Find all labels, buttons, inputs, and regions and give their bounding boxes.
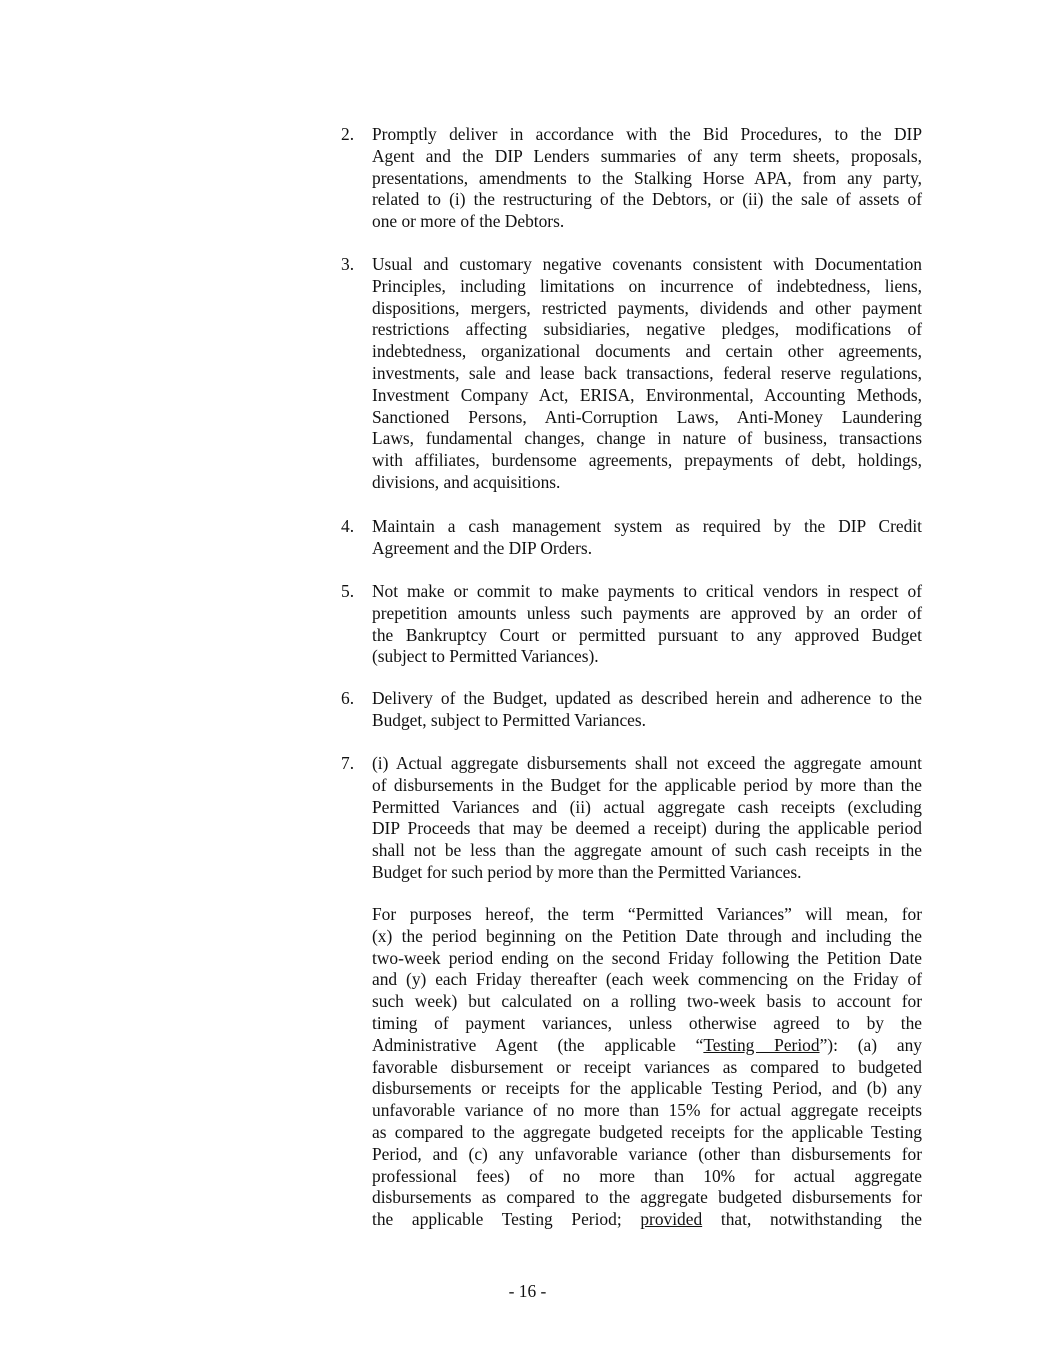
underlined-term: provided [640, 1209, 703, 1230]
text-line: Agreement and the DIP Orders. [372, 537, 593, 558]
text-line: Promptly deliver in accordance with the Bid Procedures, to the DIP [372, 124, 922, 144]
list-item-number: 5. [341, 581, 355, 601]
list-item-text [372, 254, 922, 494]
text-line: (subject to Permitted Variances). [372, 646, 599, 667]
text-line: indebtedness, organizational documents and certain other agreements, [372, 341, 922, 362]
text-line: DIP Proceeds that may be deemed a receipt) during the applicable period [372, 818, 922, 839]
page-number: - 16 - [508, 1281, 547, 1301]
list-item-text [372, 124, 922, 233]
list-item-text [372, 688, 922, 732]
text-line: Sanctioned Persons, Anti-Corruption Laws, Anti-Money Laundering [372, 406, 922, 427]
list-item-number: 7. [341, 753, 355, 773]
list-item-number: 3. [341, 254, 355, 274]
text-line: as compared to the aggregate budgeted receipts for the applicable Testing [372, 1121, 922, 1142]
list-item-text [372, 516, 922, 560]
text-line: dispositions, mergers, restricted payments, dividends and other payment [372, 297, 922, 318]
text-line: Agent and the DIP Lenders summaries of any term sheets, proposals, [372, 145, 922, 166]
text-line: related to (i) the restructuring of the Debtors, or (ii) the sale of assets of [372, 189, 922, 210]
list-item-number: 6. [341, 688, 355, 708]
text-line: restrictions affecting subsidiaries, negative pledges, modifications of [372, 319, 922, 340]
text-line: Budget, subject to Permitted Variances. [372, 709, 647, 730]
text-line: Principles, including limitations on incurrence of indebtedness, liens, [372, 275, 922, 296]
text-line: shall not be less than the aggregate amount of such cash receipts in the [372, 840, 922, 861]
text-line: Budget for such period by more than the Permitted Variances. [372, 861, 802, 882]
text-line: disbursements as compared to the aggregate budgeted disbursements for [372, 1187, 922, 1208]
list-item-text [372, 753, 922, 884]
text-line: Usual and customary negative covenants consistent with Documentation [372, 254, 922, 274]
text-line: unfavorable variance of no more than 15% for actual aggregate receipts [372, 1100, 922, 1121]
text-line: Investment Company Act, ERISA, Environmental, Accounting Methods, [372, 384, 922, 405]
text-line: Not make or commit to make payments to critical vendors in respect of [372, 581, 922, 601]
text-line: timing of payment variances, unless otherwise agreed to by the [372, 1012, 922, 1033]
text-line: Delivery of the Budget, updated as described herein and adherence to the [372, 688, 922, 708]
text-line: investments, sale and lease back transactions, federal reserve regulations, [372, 362, 922, 383]
text-line: such week) but calculated on a rolling two-week basis to account for [372, 991, 922, 1012]
text-line: professional fees) of no more than 10% for actual aggregate [372, 1165, 922, 1186]
text-line: disbursements or receipts for the applicable Testing Period, and (b) any [372, 1078, 922, 1099]
text-line: the Bankruptcy Court or permitted pursuant to any approved Budget [372, 624, 922, 645]
text-line: favorable disbursement or receipt variances as compared to budgeted [372, 1056, 922, 1077]
text-line: prepetition amounts unless such payments are approved by an order of [372, 602, 922, 623]
list-item-number: 2. [341, 124, 355, 144]
text-line: of disbursements in the Budget for the applicable period by more than the [372, 774, 922, 795]
text-line: For purposes hereof, the term “Permitted Variances” will mean, for [372, 904, 922, 924]
paragraph-text [372, 904, 922, 1231]
text-line: Period, and (c) any unfavorable variance (other than disbursements for [372, 1143, 922, 1164]
text-line: the applicable Testing Period; provided that, notwithstanding the [372, 1209, 922, 1230]
text-line: (i) Actual aggregate disbursements shall not exceed the aggregate amount [372, 753, 922, 773]
text-line: two-week period ending on the second Friday following the Petition Date [372, 947, 922, 968]
text-line: divisions, and acquisitions. [372, 471, 561, 492]
text-line: Laws, fundamental changes, change in nature of business, transactions [372, 428, 922, 449]
text-line: and (y) each Friday thereafter (each week commencing on the Friday of [372, 969, 922, 990]
text-line: with affiliates, burdensome agreements, prepayments of debt, holdings, [372, 450, 922, 471]
list-item-text [372, 581, 922, 668]
text-line: Maintain a cash management system as required by the DIP Credit [372, 516, 922, 536]
underlined-term: Testing Period [703, 1034, 820, 1055]
text-line: Administrative Agent (the applicable “Testing Period”): (a) any [372, 1034, 922, 1055]
text-line: one or more of the Debtors. [372, 211, 565, 232]
list-item-number: 4. [341, 516, 355, 536]
text-line: (x) the period beginning on the Petition Date through and including the [372, 925, 922, 946]
text-line: presentations, amendments to the Stalking Horse APA, from any party, [372, 167, 922, 188]
text-line: Permitted Variances and (ii) actual aggregate cash receipts (excluding [372, 796, 922, 817]
